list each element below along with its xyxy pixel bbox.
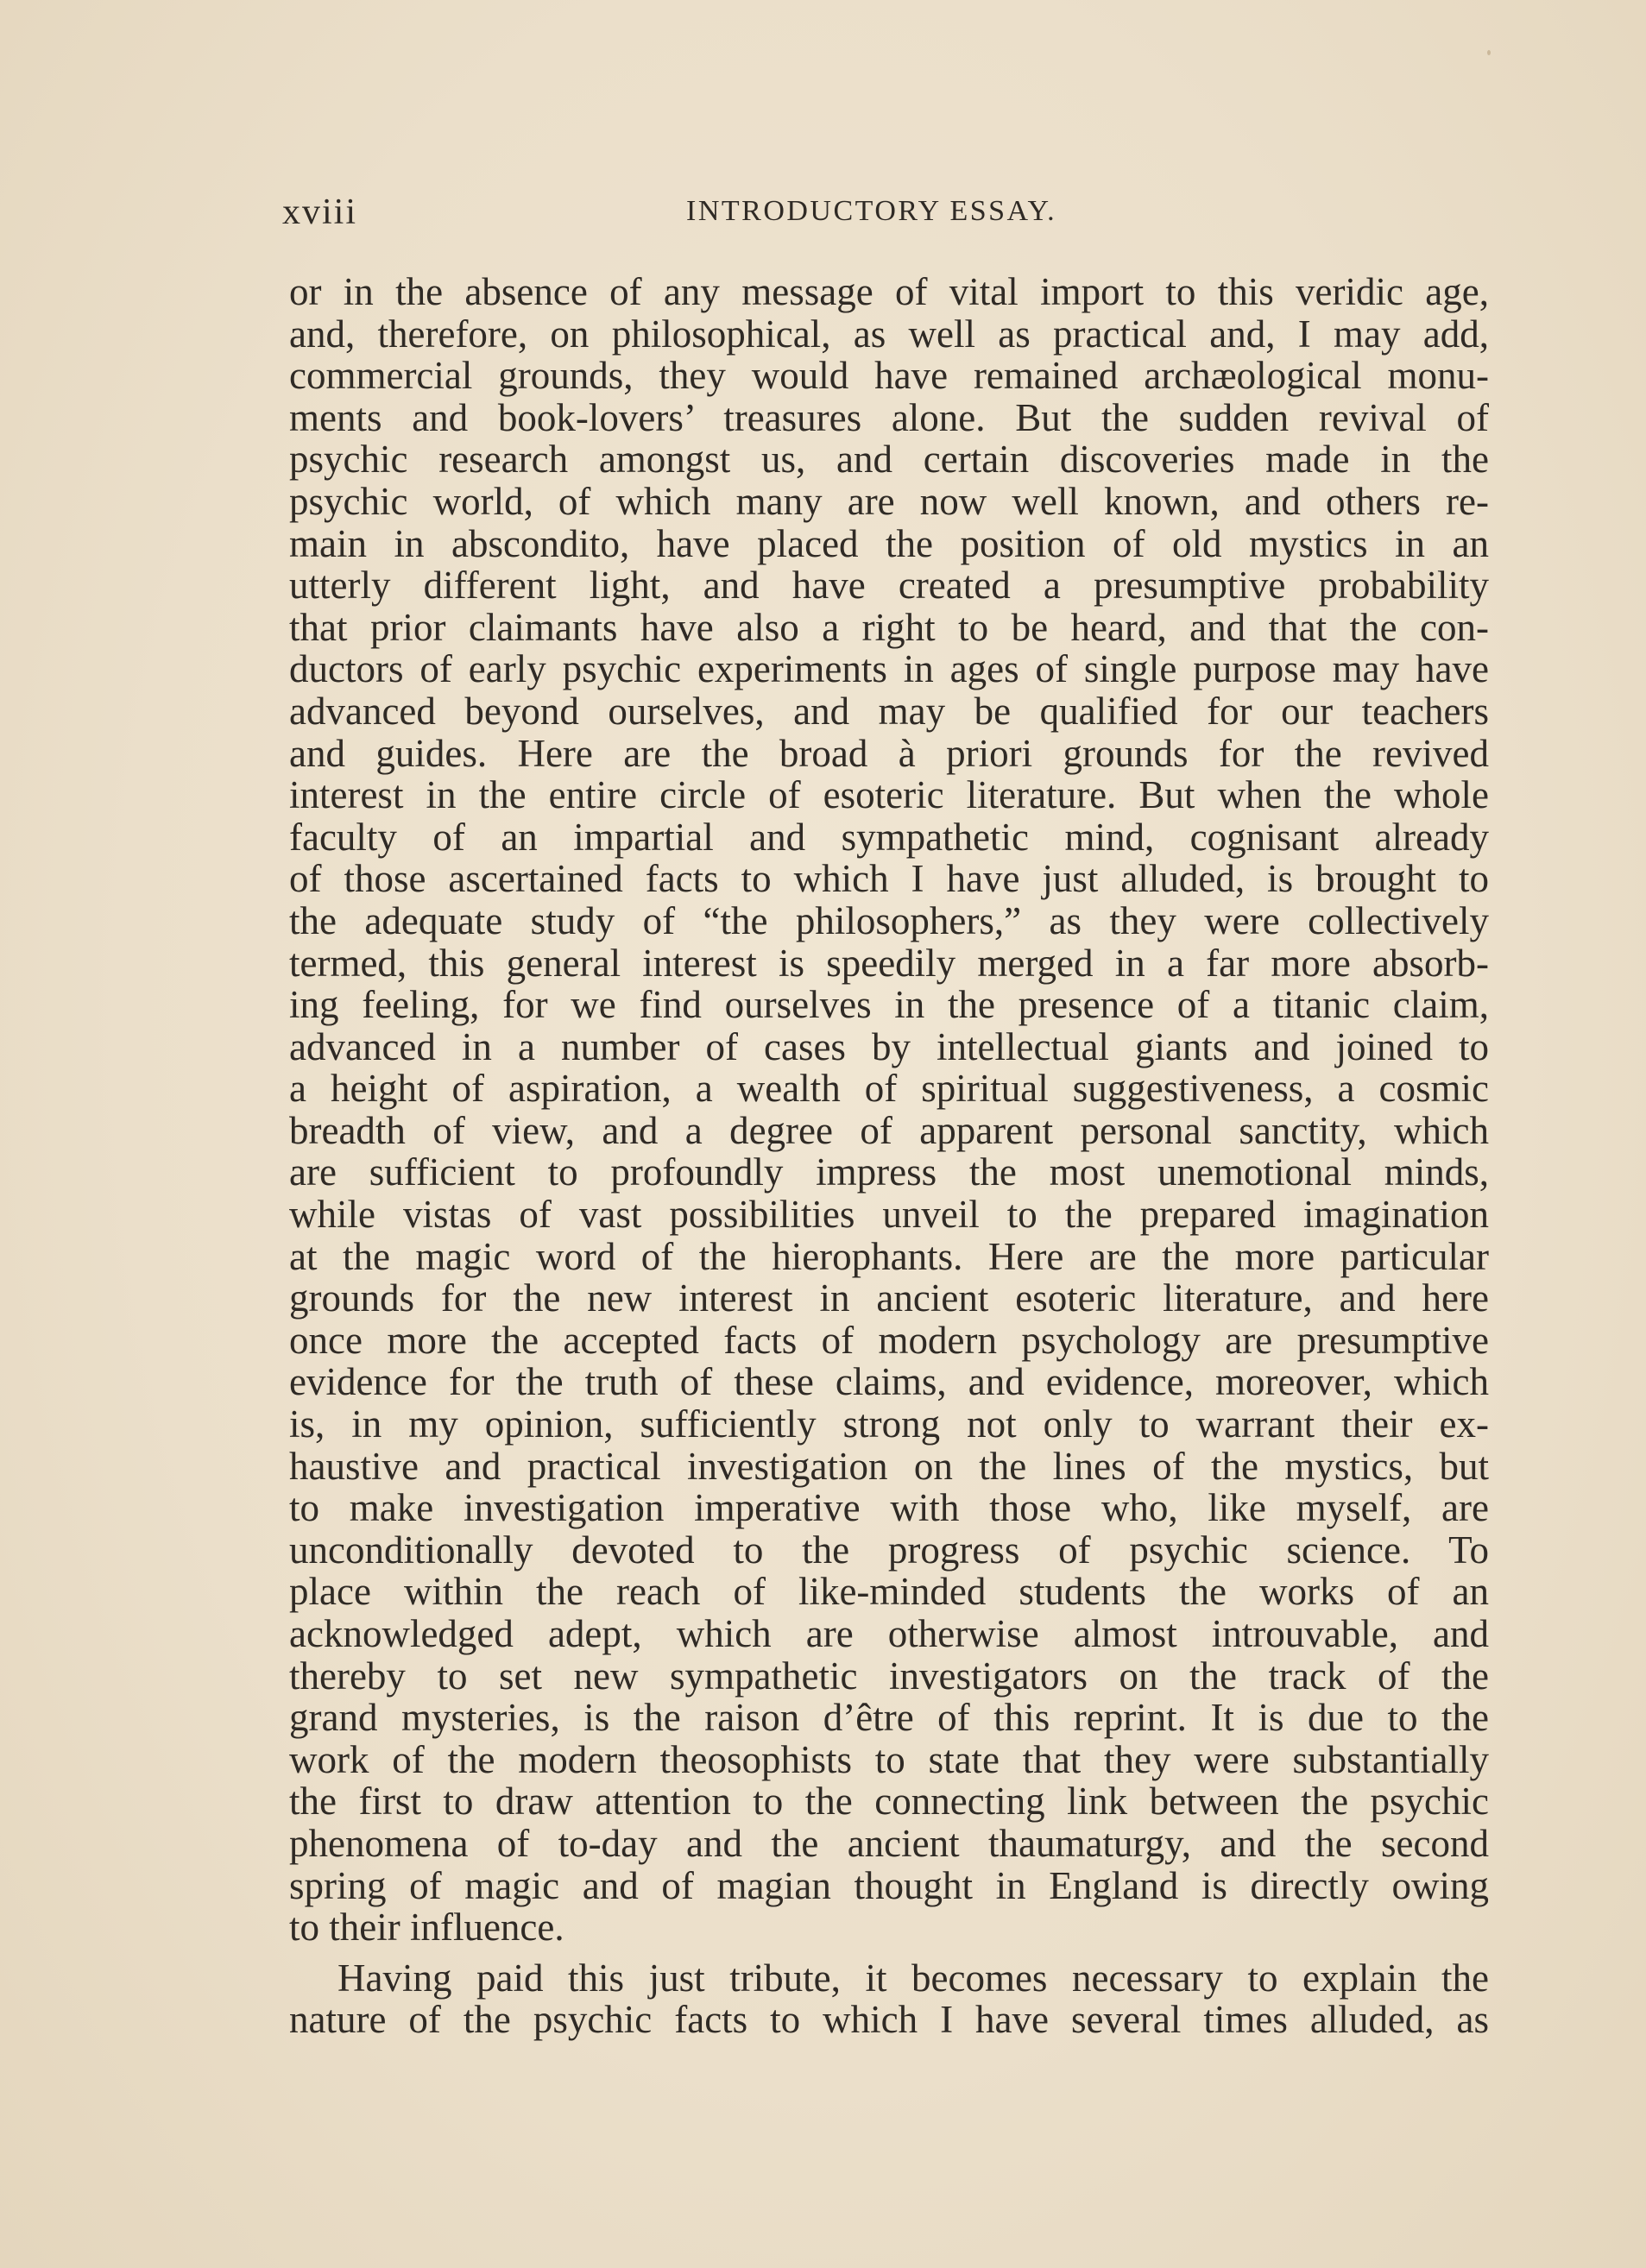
text-line: psychic research amongst us, and certain discoveries made in the	[289, 438, 1489, 482]
text-line: termed, this general interest is speedily merged in a far more absorb-	[289, 941, 1489, 985]
text-line: once more the accepted facts of modern psychology are presumptive	[289, 1318, 1489, 1362]
text-line: the adequate study of “the philosophers,” as they were collectively	[289, 898, 1489, 942]
text-line: a height of aspiration, a wealth of spiritual suggestiveness, a cosmic	[289, 1067, 1489, 1111]
text-line: place within the reach of like-minded students the works of an	[289, 1570, 1489, 1614]
text-line: utterly different light, and have created a presumptive probability	[289, 564, 1489, 608]
text-line: that prior claimants have also a right to be heard, and that the con-	[289, 605, 1489, 649]
text-line: at the magic word of the hierophants. Here are the more particular	[289, 1234, 1489, 1278]
paragraph-first-line: Having paid this just tribute, it becomes necessary to explain the	[337, 1956, 1489, 2000]
text-line: nature of the psychic facts to which I have several times alluded, as	[289, 1998, 1489, 2042]
body-text	[289, 271, 1489, 2041]
text-line: grounds for the new interest in ancient esoteric literature, and here	[289, 1276, 1489, 1320]
text-line: advanced in a number of cases by intellectual giants and joined to	[289, 1024, 1489, 1068]
text-line: main in abscondito, have placed the position of old mystics in an	[289, 521, 1489, 565]
text-line: unconditionally devoted to the progress of psychic science. To	[289, 1528, 1489, 1572]
text-line: breadth of view, and a degree of apparent personal sanctity, which	[289, 1108, 1489, 1152]
running-title: INTRODUCTORY ESSAY.	[686, 195, 1057, 227]
text-line: spring of magic and of magian thought in England is directly owing	[289, 1863, 1489, 1907]
text-line: ductors of early psychic experiments in ages of single purpose may have	[289, 647, 1489, 691]
text-line: of those ascertained facts to which I have just alluded, is brought to	[289, 857, 1489, 901]
text-line: faculty of an impartial and sympathetic mind, cognisant already	[289, 815, 1489, 859]
text-line: commercial grounds, they would have remained archæological monu-	[289, 354, 1489, 398]
paper-blemish	[1487, 50, 1491, 55]
text-line: interest in the entire circle of esoteric literature. But when the whole	[289, 773, 1489, 817]
text-line: thereby to set new sympathetic investigators on the track of the	[289, 1654, 1489, 1698]
text-line: is, in my opinion, sufficiently strong not only to warrant their ex-	[289, 1402, 1489, 1446]
text-line: and, therefore, on philosophical, as well as practical and, I may add,	[289, 312, 1489, 356]
page-number: xviii	[282, 192, 358, 232]
text-line: ments and book-lovers’ treasures alone. But the sudden revival of	[289, 395, 1489, 439]
text-line: and guides. Here are the broad à priori grounds for the revived	[289, 731, 1489, 775]
text-line: evidence for the truth of these claims, and evidence, moreover, which	[289, 1360, 1489, 1404]
text-line: to make investigation imperative with those who, like myself, are	[289, 1486, 1489, 1530]
text-line: psychic world, of which many are now well known, and others re-	[289, 479, 1489, 523]
text-line: ing feeling, for we find ourselves in the presence of a titanic claim,	[289, 983, 1489, 1027]
text-line: or in the absence of any message of vital import to this veridic age,	[289, 270, 1489, 313]
paragraph-last-line: to their influence.	[289, 1906, 564, 1950]
running-head	[282, 192, 1482, 235]
text-line: the first to draw attention to the connecting link between the psychic	[289, 1780, 1489, 1824]
text-line: are sufficient to profoundly impress the most unemotional minds,	[289, 1150, 1489, 1194]
text-line: acknowledged adept, which are otherwise almost introuvable, and	[289, 1612, 1489, 1655]
text-line: grand mysteries, is the raison d’être of this reprint. It is due to the	[289, 1696, 1489, 1740]
text-line: while vistas of vast possibilities unveil to the prepared imagination	[289, 1193, 1489, 1237]
text-line: haustive and practical investigation on the lines of the mystics, but	[289, 1444, 1489, 1488]
text-line: phenomena of to-day and the ancient thaumaturgy, and the second	[289, 1821, 1489, 1865]
text-line: work of the modern theosophists to state that they were substantially	[289, 1737, 1489, 1781]
text-line: advanced beyond ourselves, and may be qualified for our teachers	[289, 689, 1489, 733]
